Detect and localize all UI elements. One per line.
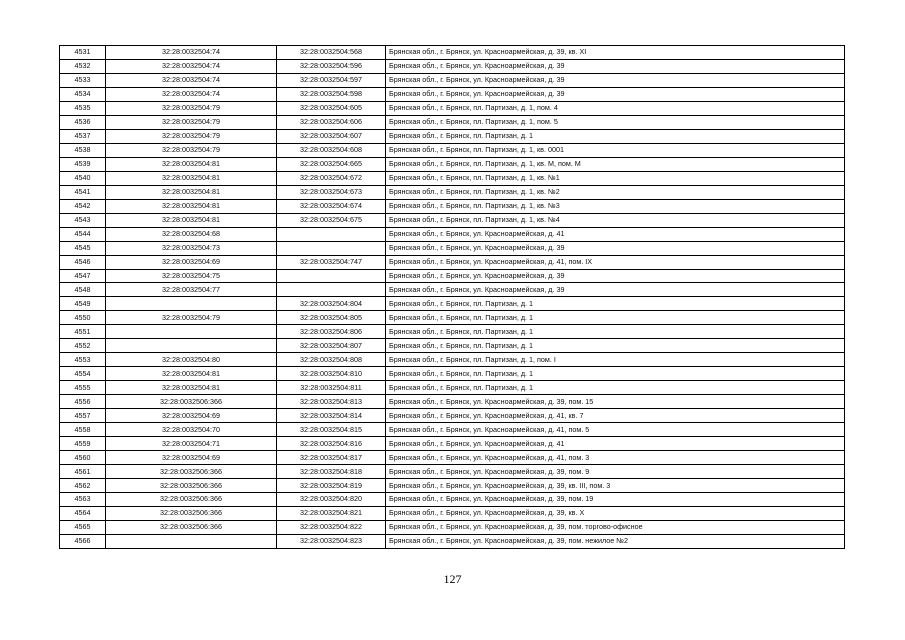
address-cell: Брянская обл., г. Брянск, ул. Красноармейская, д. 39, кв. III, пом. 3 (386, 479, 845, 493)
row-index-cell: 4539 (60, 157, 106, 171)
address-cell: Брянская обл., г. Брянск, ул. Красноармейская, д. 41, пом. 3 (386, 451, 845, 465)
row-index-cell: 4564 (60, 506, 106, 520)
address-cell: Брянская обл., г. Брянск, ул. Красноармейская, д. 41, пом. 5 (386, 423, 845, 437)
address-cell: Брянская обл., г. Брянск, ул. Красноармейская, д. 39, кв. XI (386, 46, 845, 60)
object-number-cell: 32:28:0032504:819 (277, 479, 386, 493)
row-index-cell: 4543 (60, 213, 106, 227)
row-index-cell: 4561 (60, 465, 106, 479)
row-index-cell: 4562 (60, 479, 106, 493)
address-cell: Брянская обл., г. Брянск, ул. Красноармейская, д. 39 (386, 87, 845, 101)
address-cell: Брянская обл., г. Брянск, ул. Красноармейская, д. 39 (386, 241, 845, 255)
table-row (60, 493, 845, 507)
table-row (60, 437, 845, 451)
object-number-cell: 32:28:0032504:672 (277, 171, 386, 185)
address-cell: Брянская обл., г. Брянск, пл. Партизан, д. 1, кв. №3 (386, 199, 845, 213)
address-cell: Брянская обл., г. Брянск, ул. Красноармейская, д. 39, пом. 19 (386, 493, 845, 507)
object-number-cell (277, 227, 386, 241)
parcel-number-cell: 32:28:0032504:74 (106, 87, 277, 101)
table-row (60, 283, 845, 297)
table-row (60, 227, 845, 241)
parcel-number-cell: 32:28:0032504:75 (106, 269, 277, 283)
row-index-cell: 4545 (60, 241, 106, 255)
parcel-number-cell: 32:28:0032504:80 (106, 353, 277, 367)
address-cell: Брянская обл., г. Брянск, пл. Партизан, д. 1, кв. №4 (386, 213, 845, 227)
parcel-number-cell: 32:28:0032504:69 (106, 451, 277, 465)
table-row (60, 520, 845, 534)
object-number-cell: 32:28:0032504:817 (277, 451, 386, 465)
row-index-cell: 4533 (60, 73, 106, 87)
row-index-cell: 4544 (60, 227, 106, 241)
parcel-number-cell: 32:28:0032506:366 (106, 520, 277, 534)
row-index-cell: 4534 (60, 87, 106, 101)
address-cell: Брянская обл., г. Брянск, пл. Партизан, д. 1, пом. 5 (386, 115, 845, 129)
parcel-number-cell: 32:28:0032504:73 (106, 241, 277, 255)
row-index-cell: 4538 (60, 143, 106, 157)
address-cell: Брянская обл., г. Брянск, ул. Красноармейская, д. 39 (386, 269, 845, 283)
parcel-number-cell: 32:28:0032504:69 (106, 255, 277, 269)
table-row (60, 339, 845, 353)
object-number-cell: 32:28:0032504:806 (277, 325, 386, 339)
object-number-cell: 32:28:0032504:823 (277, 534, 386, 548)
object-number-cell: 32:28:0032504:821 (277, 506, 386, 520)
object-number-cell: 32:28:0032504:810 (277, 367, 386, 381)
parcel-number-cell: 32:28:0032504:70 (106, 423, 277, 437)
table-row (60, 409, 845, 423)
row-index-cell: 4532 (60, 59, 106, 73)
address-cell: Брянская обл., г. Брянск, пл. Партизан, д. 1, кв. №1 (386, 171, 845, 185)
row-index-cell: 4554 (60, 367, 106, 381)
object-number-cell: 32:28:0032504:808 (277, 353, 386, 367)
row-index-cell: 4541 (60, 185, 106, 199)
parcel-number-cell: 32:28:0032504:81 (106, 185, 277, 199)
address-cell: Брянская обл., г. Брянск, пл. Партизан, д. 1 (386, 367, 845, 381)
object-number-cell: 32:28:0032504:814 (277, 409, 386, 423)
object-number-cell: 32:28:0032504:665 (277, 157, 386, 171)
parcel-number-cell: 32:28:0032506:366 (106, 493, 277, 507)
parcel-number-cell: 32:28:0032504:79 (106, 311, 277, 325)
parcel-number-cell (106, 325, 277, 339)
table-row (60, 46, 845, 60)
object-number-cell: 32:28:0032504:607 (277, 129, 386, 143)
address-cell: Брянская обл., г. Брянск, пл. Партизан, д. 1, пом. 4 (386, 101, 845, 115)
parcel-number-cell: 32:28:0032504:79 (106, 115, 277, 129)
row-index-cell: 4556 (60, 395, 106, 409)
address-cell: Брянская обл., г. Брянск, ул. Красноармейская, д. 39 (386, 59, 845, 73)
object-number-cell: 32:28:0032504:673 (277, 185, 386, 199)
parcel-number-cell: 32:28:0032504:81 (106, 199, 277, 213)
address-cell: Брянская обл., г. Брянск, ул. Красноармейская, д. 39 (386, 73, 845, 87)
parcel-number-cell: 32:28:0032504:81 (106, 381, 277, 395)
table-row (60, 325, 845, 339)
parcel-number-cell: 32:28:0032504:69 (106, 409, 277, 423)
table-row (60, 381, 845, 395)
parcel-number-cell: 32:28:0032504:81 (106, 213, 277, 227)
parcel-number-cell: 32:28:0032506:366 (106, 465, 277, 479)
table-row (60, 465, 845, 479)
parcel-number-cell: 32:28:0032506:366 (106, 506, 277, 520)
row-index-cell: 4531 (60, 46, 106, 60)
parcel-number-cell: 32:28:0032504:74 (106, 46, 277, 60)
object-number-cell: 32:28:0032504:813 (277, 395, 386, 409)
table-row (60, 297, 845, 311)
row-index-cell: 4558 (60, 423, 106, 437)
address-cell: Брянская обл., г. Брянск, пл. Партизан, д. 1, пом. I (386, 353, 845, 367)
table-row (60, 353, 845, 367)
address-cell: Брянская обл., г. Брянск, пл. Партизан, д. 1 (386, 297, 845, 311)
table-row (60, 87, 845, 101)
address-cell: Брянская обл., г. Брянск, пл. Партизан, д. 1, кв. 0001 (386, 143, 845, 157)
row-index-cell: 4550 (60, 311, 106, 325)
parcel-number-cell: 32:28:0032504:81 (106, 171, 277, 185)
object-number-cell: 32:28:0032504:674 (277, 199, 386, 213)
object-number-cell: 32:28:0032504:675 (277, 213, 386, 227)
parcel-number-cell: 32:28:0032504:79 (106, 101, 277, 115)
object-number-cell: 32:28:0032504:816 (277, 437, 386, 451)
address-cell: Брянская обл., г. Брянск, пл. Партизан, д. 1, кв. М, пом. М (386, 157, 845, 171)
address-cell: Брянская обл., г. Брянск, ул. Красноармейская, д. 39, пом. 9 (386, 465, 845, 479)
object-number-cell: 32:28:0032504:807 (277, 339, 386, 353)
table-row (60, 129, 845, 143)
row-index-cell: 4553 (60, 353, 106, 367)
row-index-cell: 4557 (60, 409, 106, 423)
table-row (60, 185, 845, 199)
table-row (60, 479, 845, 493)
parcel-number-cell: 32:28:0032504:74 (106, 59, 277, 73)
row-index-cell: 4559 (60, 437, 106, 451)
row-index-cell: 4555 (60, 381, 106, 395)
address-cell: Брянская обл., г. Брянск, ул. Красноармейская, д. 39, пом. нежилое №2 (386, 534, 845, 548)
parcel-number-cell: 32:28:0032504:71 (106, 437, 277, 451)
table-row (60, 143, 845, 157)
table-body (60, 46, 845, 549)
table-row (60, 115, 845, 129)
table-row (60, 367, 845, 381)
table-row (60, 506, 845, 520)
row-index-cell: 4566 (60, 534, 106, 548)
address-cell: Брянская обл., г. Брянск, ул. Красноармейская, д. 39 (386, 283, 845, 297)
table-row (60, 157, 845, 171)
row-index-cell: 4565 (60, 520, 106, 534)
row-index-cell: 4537 (60, 129, 106, 143)
table-row (60, 73, 845, 87)
parcel-number-cell (106, 339, 277, 353)
parcel-number-cell (106, 534, 277, 548)
table-row (60, 269, 845, 283)
property-table (59, 45, 845, 549)
object-number-cell: 32:28:0032504:805 (277, 311, 386, 325)
object-number-cell: 32:28:0032504:568 (277, 46, 386, 60)
object-number-cell: 32:28:0032504:598 (277, 87, 386, 101)
row-index-cell: 4551 (60, 325, 106, 339)
object-number-cell: 32:28:0032504:804 (277, 297, 386, 311)
row-index-cell: 4563 (60, 493, 106, 507)
table-row (60, 101, 845, 115)
row-index-cell: 4552 (60, 339, 106, 353)
table-row (60, 255, 845, 269)
row-index-cell: 4546 (60, 255, 106, 269)
parcel-number-cell: 32:28:0032504:79 (106, 143, 277, 157)
address-cell: Брянская обл., г. Брянск, ул. Красноармейская, д. 41 (386, 227, 845, 241)
address-cell: Брянская обл., г. Брянск, пл. Партизан, д. 1 (386, 339, 845, 353)
table-row (60, 213, 845, 227)
address-cell: Брянская обл., г. Брянск, ул. Красноармейская, д. 39, пом. 15 (386, 395, 845, 409)
row-index-cell: 4542 (60, 199, 106, 213)
table-row (60, 171, 845, 185)
object-number-cell: 32:28:0032504:815 (277, 423, 386, 437)
row-index-cell: 4547 (60, 269, 106, 283)
address-cell: Брянская обл., г. Брянск, ул. Красноармейская, д. 41, пом. IX (386, 255, 845, 269)
table-row (60, 423, 845, 437)
table-row (60, 311, 845, 325)
object-number-cell: 32:28:0032504:811 (277, 381, 386, 395)
row-index-cell: 4540 (60, 171, 106, 185)
table-row (60, 395, 845, 409)
object-number-cell: 32:28:0032504:822 (277, 520, 386, 534)
address-cell: Брянская обл., г. Брянск, ул. Красноармейская, д. 41, кв. 7 (386, 409, 845, 423)
row-index-cell: 4535 (60, 101, 106, 115)
parcel-number-cell: 32:28:0032506:366 (106, 479, 277, 493)
object-number-cell: 32:28:0032504:606 (277, 115, 386, 129)
table-row (60, 59, 845, 73)
address-cell: Брянская обл., г. Брянск, пл. Партизан, д. 1 (386, 129, 845, 143)
table-row (60, 451, 845, 465)
address-cell: Брянская обл., г. Брянск, пл. Партизан, д. 1 (386, 311, 845, 325)
page-number: 127 (443, 572, 462, 586)
table-row (60, 534, 845, 548)
address-cell: Брянская обл., г. Брянск, ул. Красноармейская, д. 39, пом. торгово-офисное (386, 520, 845, 534)
object-number-cell: 32:28:0032504:747 (277, 255, 386, 269)
object-number-cell: 32:28:0032504:605 (277, 101, 386, 115)
address-cell: Брянская обл., г. Брянск, ул. Красноармейская, д. 41 (386, 437, 845, 451)
object-number-cell: 32:28:0032504:596 (277, 59, 386, 73)
parcel-number-cell: 32:28:0032504:81 (106, 157, 277, 171)
row-index-cell: 4536 (60, 115, 106, 129)
object-number-cell: 32:28:0032504:597 (277, 73, 386, 87)
parcel-number-cell: 32:28:0032506:366 (106, 395, 277, 409)
object-number-cell: 32:28:0032504:820 (277, 493, 386, 507)
address-cell: Брянская обл., г. Брянск, пл. Партизан, д. 1 (386, 325, 845, 339)
parcel-number-cell (106, 297, 277, 311)
parcel-number-cell: 32:28:0032504:77 (106, 283, 277, 297)
parcel-number-cell: 32:28:0032504:74 (106, 73, 277, 87)
row-index-cell: 4560 (60, 451, 106, 465)
row-index-cell: 4548 (60, 283, 106, 297)
address-cell: Брянская обл., г. Брянск, пл. Партизан, д. 1, кв. №2 (386, 185, 845, 199)
row-index-cell: 4549 (60, 297, 106, 311)
address-cell: Брянская обл., г. Брянск, пл. Партизан, д. 1 (386, 381, 845, 395)
address-cell: Брянская обл., г. Брянск, ул. Красноармейская, д. 39, кв. X (386, 506, 845, 520)
parcel-number-cell: 32:28:0032504:68 (106, 227, 277, 241)
object-number-cell: 32:28:0032504:608 (277, 143, 386, 157)
object-number-cell (277, 283, 386, 297)
parcel-number-cell: 32:28:0032504:81 (106, 367, 277, 381)
parcel-number-cell: 32:28:0032504:79 (106, 129, 277, 143)
object-number-cell: 32:28:0032504:818 (277, 465, 386, 479)
table-row (60, 241, 845, 255)
table-row (60, 199, 845, 213)
object-number-cell (277, 269, 386, 283)
object-number-cell (277, 241, 386, 255)
